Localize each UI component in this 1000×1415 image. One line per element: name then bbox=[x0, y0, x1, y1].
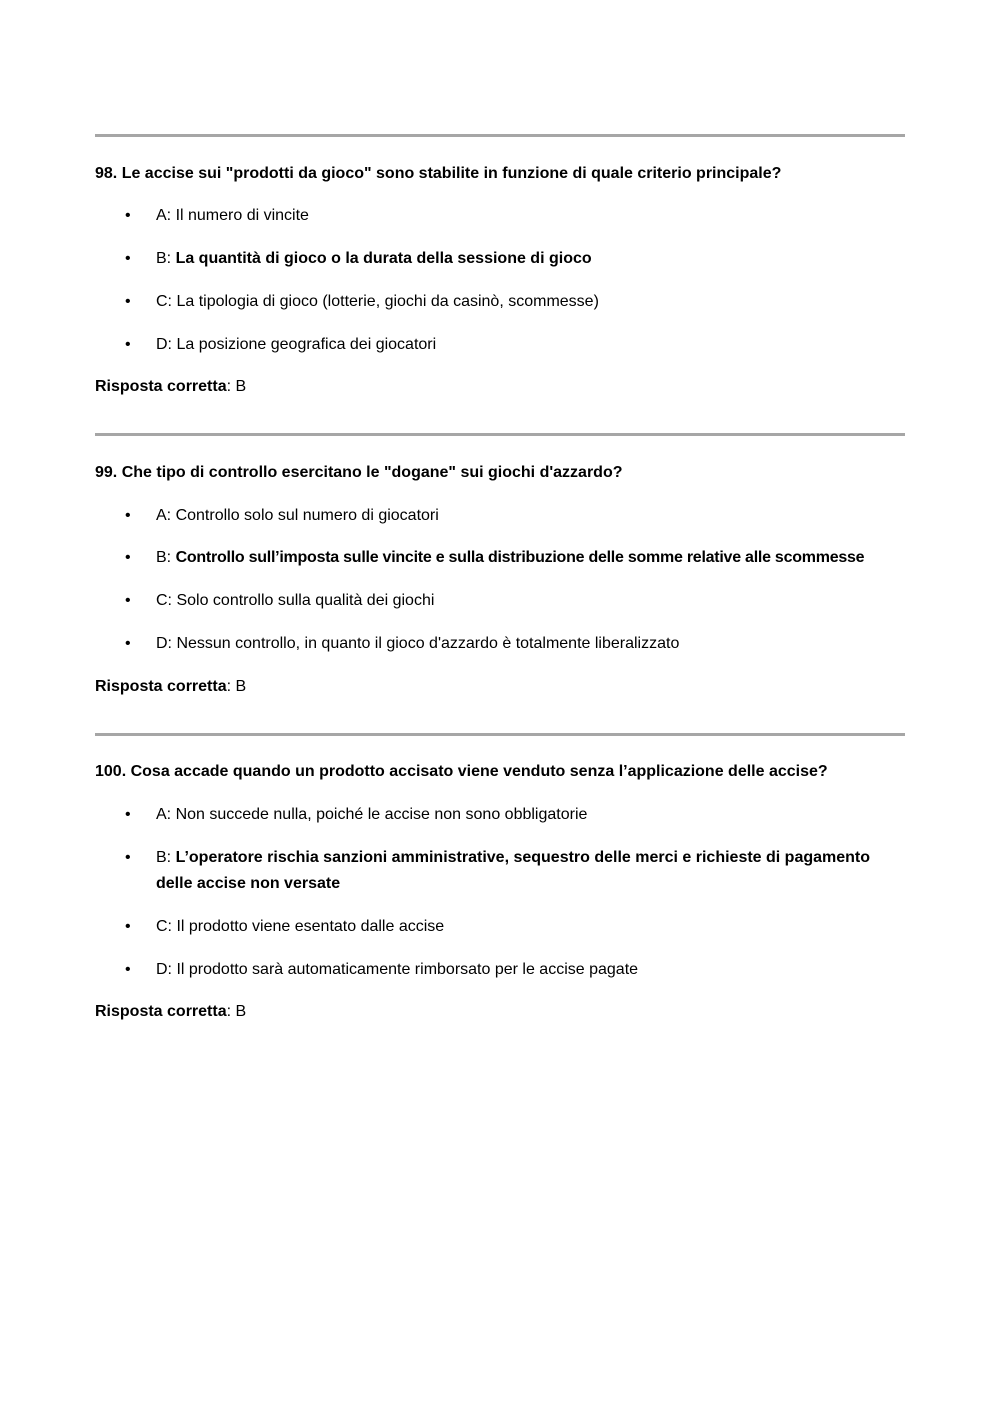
option-label: Il prodotto viene esentato dalle accise bbox=[176, 918, 445, 935]
bullet-icon: • bbox=[125, 806, 131, 823]
option-text bbox=[156, 332, 876, 358]
option-label: Il prodotto sarà automaticamente rimborsato per le accise pagate bbox=[176, 961, 639, 978]
option-prefix: A: bbox=[156, 207, 176, 224]
option-prefix: B: bbox=[156, 549, 176, 566]
option-text bbox=[156, 631, 876, 657]
question-title: 100. Cosa accade quando un prodotto accisato viene venduto senza l’applicazione delle accise? bbox=[95, 763, 828, 780]
option-label: Solo controllo sulla qualità dei giochi bbox=[176, 592, 435, 609]
bullet-icon: • bbox=[125, 592, 131, 609]
answer-value: : B bbox=[226, 378, 247, 395]
bullet-icon: • bbox=[125, 207, 131, 224]
option-prefix: D: bbox=[156, 635, 177, 652]
section-divider bbox=[95, 134, 905, 137]
answer-label: Risposta corretta bbox=[95, 678, 227, 695]
option-prefix: C: bbox=[156, 918, 177, 935]
option-text bbox=[156, 914, 876, 940]
option-text bbox=[156, 802, 876, 828]
bullet-icon: • bbox=[125, 549, 131, 566]
correct-answer bbox=[95, 377, 905, 397]
option-prefix: C: bbox=[156, 293, 177, 310]
option-prefix: A: bbox=[156, 806, 176, 823]
option-label: Nessun controllo, in quanto il gioco d'azzardo è totalmente liberalizzato bbox=[176, 635, 680, 652]
option-prefix: A: bbox=[156, 507, 176, 524]
option-label: Non succede nulla, poiché le accise non sono obbligatorie bbox=[175, 806, 588, 823]
bullet-icon: • bbox=[125, 507, 131, 524]
option-text bbox=[156, 289, 876, 315]
question-title: 98. Le accise sui "prodotti da gioco" sono stabilite in funzione di quale criterio principale? bbox=[95, 165, 782, 182]
bullet-icon: • bbox=[125, 849, 131, 866]
bullet-icon: • bbox=[125, 293, 131, 310]
option-text bbox=[156, 203, 876, 229]
option-text bbox=[156, 845, 876, 897]
bullet-icon: • bbox=[125, 336, 131, 353]
bullet-icon: • bbox=[125, 918, 131, 935]
option-prefix: B: bbox=[156, 849, 176, 866]
option-label-correct: L’operatore rischia sanzioni amministrative, sequestro delle merci e richieste di pagamento delle accise non versate bbox=[156, 849, 871, 892]
option-label-correct: La quantità di gioco o la durata della sessione di gioco bbox=[175, 250, 592, 267]
correct-answer bbox=[95, 1002, 905, 1022]
section-divider bbox=[95, 733, 905, 736]
option-text bbox=[156, 503, 876, 529]
bullet-icon: • bbox=[125, 961, 131, 978]
option-label: Controllo solo sul numero di giocatori bbox=[175, 507, 439, 524]
question-title: 99. Che tipo di controllo esercitano le "dogane" sui giochi d'azzardo? bbox=[95, 464, 623, 481]
option-text bbox=[156, 545, 896, 571]
answer-value: : B bbox=[226, 678, 247, 695]
option-prefix: D: bbox=[156, 961, 177, 978]
answer-value: : B bbox=[226, 1003, 247, 1020]
correct-answer bbox=[95, 677, 905, 697]
answer-label: Risposta corretta bbox=[95, 1003, 227, 1020]
option-prefix: C: bbox=[156, 592, 177, 609]
option-label: La posizione geografica dei giocatori bbox=[176, 336, 437, 353]
option-text bbox=[156, 957, 876, 983]
option-text bbox=[156, 588, 876, 614]
answer-label: Risposta corretta bbox=[95, 378, 227, 395]
option-label: La tipologia di gioco (lotterie, giochi da casinò, scommesse) bbox=[176, 293, 599, 310]
section-divider bbox=[95, 433, 905, 436]
bullet-icon: • bbox=[125, 635, 131, 652]
option-prefix: D: bbox=[156, 336, 177, 353]
bullet-icon: • bbox=[125, 250, 131, 267]
option-text bbox=[156, 246, 876, 272]
option-prefix: B: bbox=[156, 250, 176, 267]
option-label-correct: Controllo sull’imposta sulle vincite e sulla distribuzione delle somme relative alle scommesse bbox=[175, 549, 865, 566]
option-label: Il numero di vincite bbox=[175, 207, 309, 224]
